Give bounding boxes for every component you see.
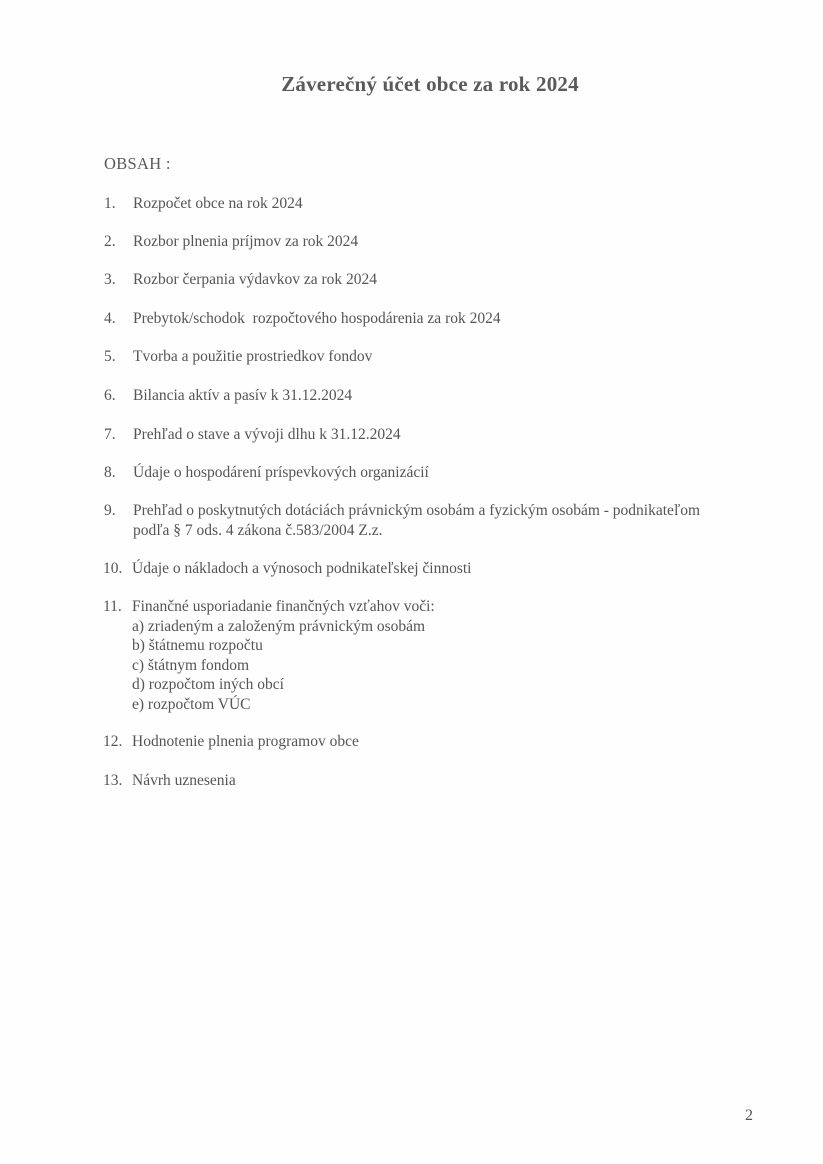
toc-item-text: Prebytok/schodok rozpočtového hospodárenia za rok 2024	[133, 310, 501, 327]
toc-sub-item-c: c) štátnym fondom	[132, 656, 250, 674]
toc-item-number: 7.	[104, 426, 116, 443]
toc-item-text: Prehľad o poskytnutých dotáciách právnickým osobám a fyzickým osobám - podnikateľom	[133, 502, 701, 519]
toc-item-number: 6.	[104, 387, 116, 404]
toc-item-number: 12.	[103, 733, 123, 750]
toc-item-text: Návrh uznesenia	[132, 772, 236, 789]
toc-item-number: 4.	[104, 310, 116, 327]
toc-item-number: 10.	[103, 560, 123, 577]
toc-item-text: Údaje o nákladoch a výnosoch podnikateľskej činnosti	[132, 560, 472, 577]
toc-item-text: Hodnotenie plnenia programov obce	[132, 733, 359, 750]
toc-item-text: Rozbor plnenia príjmov za rok 2024	[133, 233, 359, 250]
toc-item-text: Rozpočet obce na rok 2024	[133, 195, 303, 212]
toc-sub-list	[132, 617, 762, 715]
toc-item-number: 5.	[104, 348, 116, 365]
toc-sub-item-a: a) zriadeným a založeným právnickým osobám	[132, 617, 426, 635]
toc-item-text: Rozbor čerpania výdavkov za rok 2024	[133, 271, 378, 288]
toc-sub-item-b: b) štátnemu rozpočtu	[132, 637, 263, 654]
toc-item-number: 8.	[104, 464, 116, 481]
toc-item-text-continued: podľa § 7 ods. 4 zákona č.583/2004 Z.z.	[133, 521, 383, 539]
toc-item-number: 11.	[103, 598, 122, 615]
toc-item-text: Prehľad o stave a vývoji dlhu k 31.12.2024	[133, 426, 401, 443]
page-number: 2	[745, 1107, 753, 1124]
toc-item-number: 1.	[104, 195, 116, 212]
document-title: Záverečný účet obce za rok 2024	[281, 72, 579, 96]
toc-item-text-wrapper	[133, 501, 763, 540]
toc-item-number: 2.	[104, 233, 116, 250]
toc-item-number: 9.	[104, 502, 116, 519]
toc-item-text: Bilancia aktív a pasív k 31.12.2024	[133, 387, 353, 404]
toc-item-text: Údaje o hospodárení príspevkových organizácií	[133, 464, 429, 481]
toc-item-number: 3.	[104, 271, 116, 288]
toc-item-number: 13.	[103, 772, 123, 789]
toc-item-text: Finančné usporiadanie finančných vzťahov voči:	[132, 598, 435, 615]
toc-heading: OBSAH :	[104, 154, 171, 173]
toc-item-text-wrapper	[132, 597, 762, 714]
toc-item-text: Tvorba a použitie prostriedkov fondov	[133, 348, 373, 365]
toc-sub-item-d: d) rozpočtom iných obcí	[132, 676, 284, 693]
toc-sub-item-e: e) rozpočtom VÚC	[132, 695, 251, 713]
